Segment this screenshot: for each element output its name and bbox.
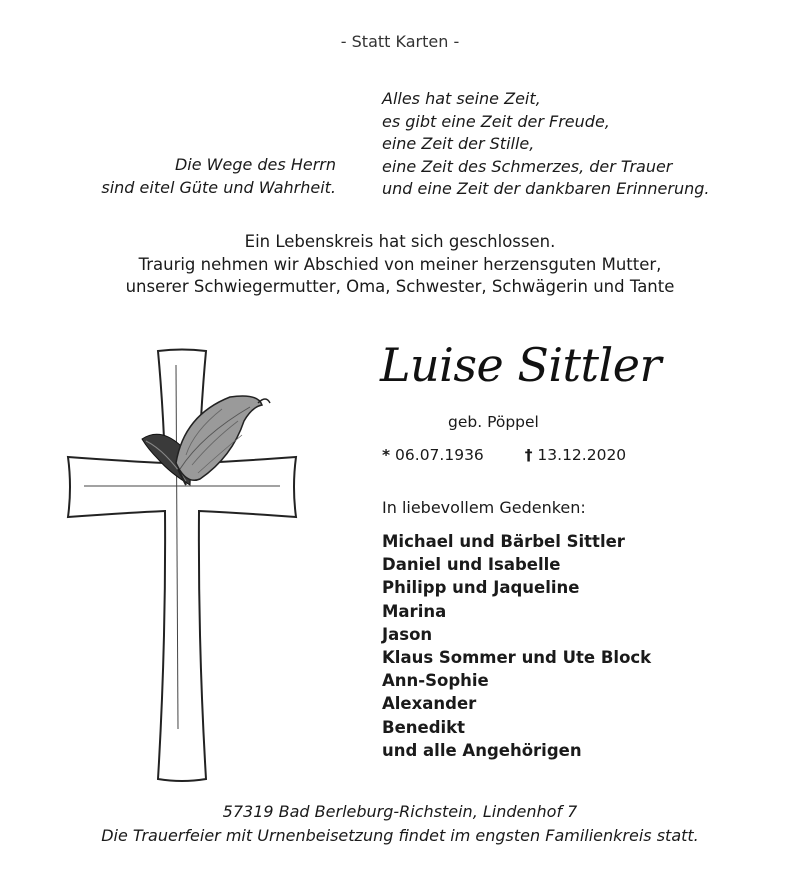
verse-right-line: und eine Zeit der dankbaren Erinnerung. bbox=[382, 179, 710, 198]
birth-star-icon: * bbox=[382, 446, 391, 464]
list-item: und alle Angehörigen bbox=[382, 740, 582, 760]
list-item: Jason bbox=[382, 624, 433, 644]
list-item: Daniel und Isabelle bbox=[382, 555, 561, 575]
memory-label: In liebevollem Gedenken: bbox=[382, 498, 586, 517]
life-dates bbox=[382, 446, 626, 464]
bible-verse bbox=[40, 154, 336, 199]
footer bbox=[0, 800, 800, 848]
list-item: Alexander bbox=[382, 694, 477, 714]
verse-right-line: Alles hat seine Zeit, bbox=[382, 89, 541, 108]
cross-icon bbox=[62, 345, 306, 785]
footer-ceremony-note: Die Trauerfeier mit Urnenbeisetzung findet im engsten Familienkreis statt. bbox=[101, 826, 699, 845]
list-item: Marina bbox=[382, 601, 447, 621]
list-item: Philipp und Jaqueline bbox=[382, 578, 580, 598]
death-cross-icon: † bbox=[524, 446, 533, 464]
verse-left-line: Die Wege des Herrn bbox=[174, 155, 336, 174]
cross-outline bbox=[68, 350, 296, 782]
verse-right-line: eine Zeit des Schmerzes, der Trauer bbox=[382, 156, 673, 176]
statt-karten-note: - Statt Karten - bbox=[340, 32, 460, 51]
intro-line: unserer Schwiegermutter, Oma, Schwester, Schwägerin und Tante bbox=[125, 277, 675, 296]
deceased-name: Luise Sittler bbox=[380, 338, 661, 392]
verse-left-line: sind eitel Güte und Wahrheit. bbox=[101, 177, 336, 197]
intro-line: Traurig nehmen wir Abschied von meiner herzensguten Mutter, bbox=[138, 254, 662, 274]
list-item: Klaus Sommer und Ute Block bbox=[382, 648, 652, 668]
death-date: 13.12.2020 bbox=[537, 446, 627, 464]
verse-right-line: eine Zeit der Stille, bbox=[382, 134, 535, 153]
maiden-name: geb. Pöppel bbox=[448, 413, 539, 431]
verse-right-line: es gibt eine Zeit der Freude, bbox=[382, 111, 610, 131]
intro-line: Ein Lebenskreis hat sich geschlossen. bbox=[244, 232, 556, 251]
list-item: Ann-Sophie bbox=[382, 671, 489, 691]
birth-date: 06.07.1936 bbox=[395, 446, 484, 464]
list-item: Michael und Bärbel Sittler bbox=[382, 532, 625, 551]
family-list bbox=[382, 530, 651, 762]
footer-address: 57319 Bad Berleburg-Richstein, Lindenhof 7 bbox=[222, 802, 578, 821]
intro-text bbox=[0, 231, 800, 299]
poem-verse bbox=[382, 88, 792, 201]
list-item: Benedikt bbox=[382, 717, 466, 737]
death-group bbox=[525, 446, 626, 464]
